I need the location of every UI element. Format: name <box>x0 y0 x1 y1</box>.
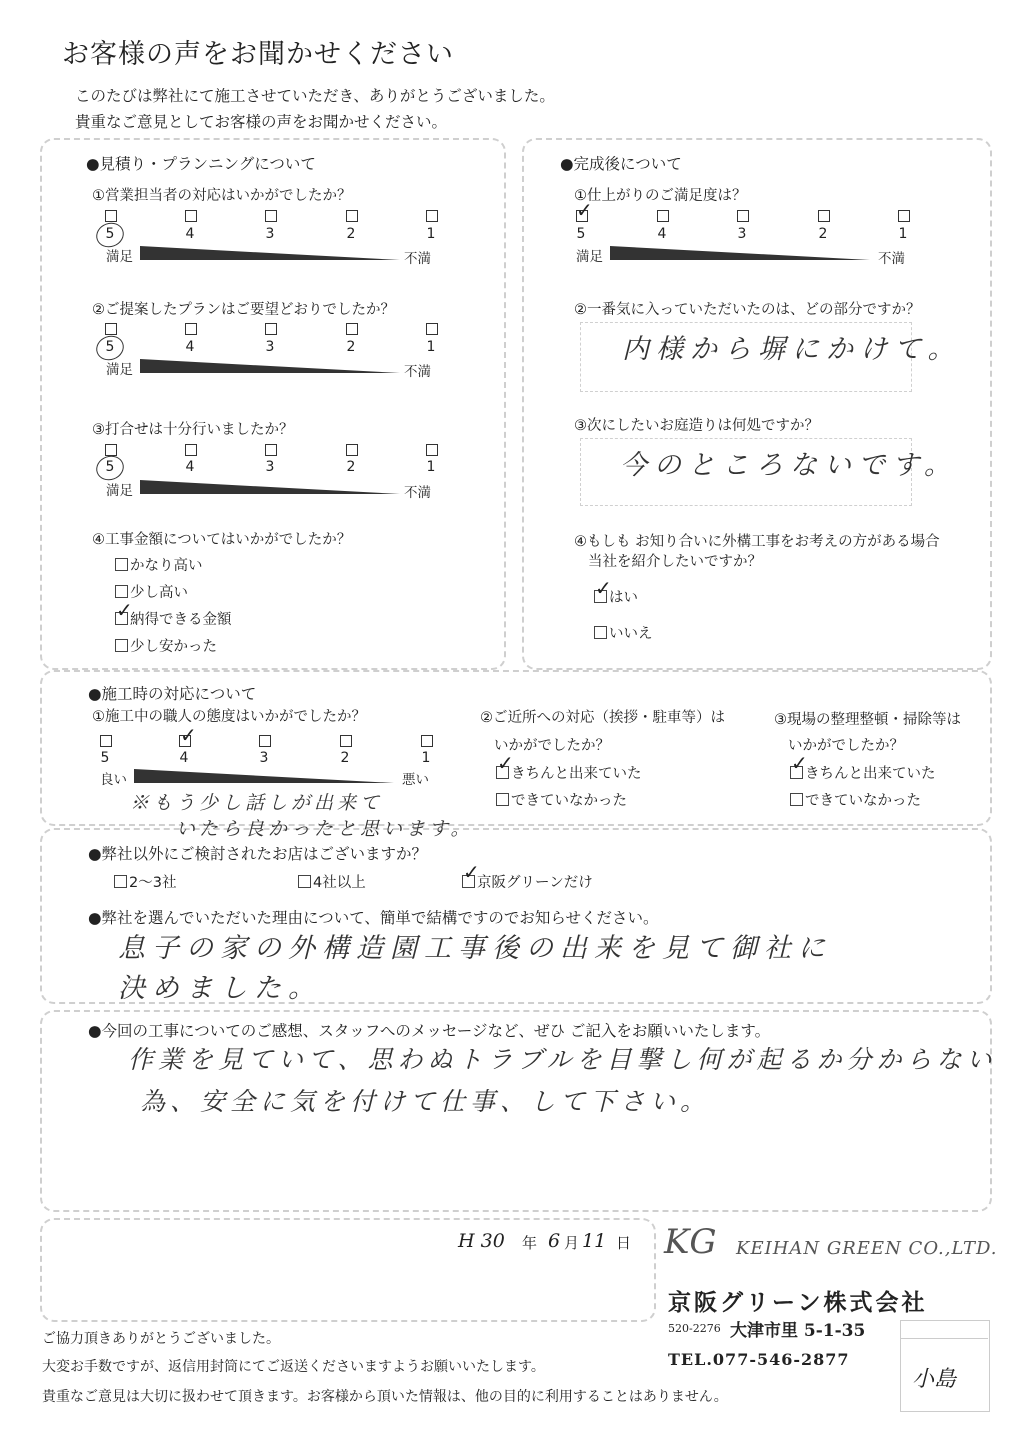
after-q1-checkbox-3[interactable] <box>737 210 749 222</box>
cleanup-option-not-done[interactable]: できていなかった <box>790 789 921 810</box>
scale-number: 1 <box>421 750 431 766</box>
check-mark-icon: ✓ <box>576 198 593 222</box>
page-title: お客様の声をお聞かせください <box>62 39 454 70</box>
estimate-q2-checkbox-4[interactable] <box>185 323 197 335</box>
shops-option-keihan-only[interactable]: 京阪グリーンだけ <box>462 871 593 892</box>
scale-left-label: 満足 <box>106 483 133 499</box>
satisfaction-wedge <box>140 244 400 262</box>
referral-option-yes[interactable]: はい <box>594 586 638 607</box>
estimate-q2: ②ご提案したプランはご要望どおりでしたか？ <box>92 302 395 318</box>
scale-number: 2 <box>346 459 356 475</box>
scale-number: 1 <box>426 226 436 242</box>
construction-q1: ①施工中の職人の態度はいかがでしたか？ <box>92 709 366 725</box>
scale-number: 3 <box>265 339 275 355</box>
reason-answer-line1: 息子の家の外構造園工事後の出来を見て御社に <box>118 933 832 964</box>
satisfaction-wedge <box>140 357 400 375</box>
date-year-label: 年 <box>522 1234 538 1252</box>
company-postal: 520-2276 <box>668 1322 721 1335</box>
price-option-a-bit-cheap[interactable]: 少し安かった <box>115 635 217 656</box>
estimate-q1-checkbox-4[interactable] <box>185 210 197 222</box>
scale-right-label: 悪い <box>402 772 429 788</box>
staff-stamp-name: 小島 <box>912 1367 957 1392</box>
scale-number: 2 <box>346 339 356 355</box>
date-month-label: 月 <box>564 1234 580 1252</box>
satisfaction-wedge <box>134 767 394 785</box>
construction-q2-line1: ②ご近所への対応（挨拶・駐車等）は <box>480 710 725 726</box>
checkbox[interactable] <box>298 875 311 888</box>
checkbox[interactable] <box>115 639 128 652</box>
scale-number: 3 <box>265 459 275 475</box>
scale-right-label: 不満 <box>404 364 431 380</box>
scale-number: 2 <box>346 226 356 242</box>
company-tel: TEL.077-546-2877 <box>668 1350 850 1369</box>
price-option-very-high[interactable]: かなり高い <box>115 554 203 575</box>
after-q3: ③次にしたいお庭造りは何処ですか？ <box>574 418 819 434</box>
message-answer-line1: 作業を見ていて、思わぬトラブルを目撃し何が起るか分からない <box>128 1045 997 1074</box>
scale-number: 4 <box>179 750 189 766</box>
after-q3-answer: 今のところないです。 <box>620 450 958 481</box>
scale-number: 3 <box>265 226 275 242</box>
checkbox[interactable] <box>115 558 128 571</box>
scale-number: 5 <box>576 226 586 242</box>
date-day: 11 <box>582 1230 607 1252</box>
estimate-q1-checkbox-3[interactable] <box>265 210 277 222</box>
estimate-q2-checkbox-5[interactable] <box>105 323 117 335</box>
after-q4-line2: 当社を紹介したいですか？ <box>588 554 762 570</box>
checkbox[interactable] <box>594 626 607 639</box>
scale-number: 2 <box>818 226 828 242</box>
construction-note-line1: ※もう少し話しが出来て <box>130 792 384 814</box>
after-q1: ①仕上がりのご満足度は？ <box>574 188 747 204</box>
scale-left-label: 満足 <box>106 249 133 265</box>
scale-number: 4 <box>185 459 195 475</box>
neighbors-option-not-done[interactable]: できていなかった <box>496 789 627 810</box>
scale-number: 4 <box>657 226 667 242</box>
scale-right-label: 不満 <box>404 251 431 267</box>
scale-number: 5 <box>105 226 115 242</box>
message-answer-line2: 為、安全に気を付けて仕事、して下さい。 <box>140 1087 711 1116</box>
after-q1-checkbox-4[interactable] <box>657 210 669 222</box>
scale-number: 3 <box>737 226 747 242</box>
message-question: ●今回の工事についてのご感想、スタッフへのメッセージなど、ぜひ ご記入をお願いいたします。 <box>88 1022 771 1040</box>
scale-number: 3 <box>259 750 269 766</box>
intro-line-1: このたびは弊社にて施工させていただき、ありがとうございました。 <box>75 87 555 105</box>
neighbors-option-done[interactable]: きちんと出来ていた <box>496 762 642 783</box>
footer-line-3: 貴重なご意見は大切に扱わせて頂きます。お客様から頂いた情報は、他の目的に利用することはありません。 <box>42 1389 728 1405</box>
reason-question: ●弊社を選んでいただいた理由について、簡単で結構ですのでお知らせください。 <box>88 909 659 927</box>
check-mark-icon: ✓ <box>116 598 133 622</box>
satisfaction-wedge <box>610 244 870 262</box>
construction-q1-checkbox-2[interactable] <box>340 735 352 747</box>
satisfaction-wedge <box>140 478 400 496</box>
estimate-q3-checkbox-1[interactable] <box>426 444 438 456</box>
shops-option-4-plus[interactable]: 4社以上 <box>298 871 366 892</box>
estimate-q4: ④工事金額についてはいかがでしたか？ <box>92 532 352 548</box>
estimate-heading: ●見積り・プランニングについて <box>86 155 316 173</box>
company-name: 京阪グリーン株式会社 <box>668 1289 928 1316</box>
scale-number: 5 <box>105 339 115 355</box>
construction-heading: ●施工時の対応について <box>88 685 257 703</box>
scale-number: 1 <box>426 459 436 475</box>
scale-number: 5 <box>105 459 115 475</box>
construction-q3-line1: ③現場の整理整頓・掃除等は <box>774 712 961 728</box>
after-q1-checkbox-1[interactable] <box>898 210 910 222</box>
after-q1-checkbox-2[interactable] <box>818 210 830 222</box>
scale-number: 4 <box>185 339 195 355</box>
scale-left-label: 満足 <box>106 362 133 378</box>
estimate-q3: ③打合せは十分行いましたか？ <box>92 422 294 438</box>
estimate-q3-checkbox-5[interactable] <box>105 444 117 456</box>
construction-q2-line2: いかがでしたか？ <box>494 738 610 754</box>
construction-q1-checkbox-5[interactable] <box>100 735 112 747</box>
construction-q3-line2: いかがでしたか？ <box>788 738 904 754</box>
date-era: H 30 <box>458 1230 505 1252</box>
cleanup-option-done[interactable]: きちんと出来ていた <box>790 762 936 783</box>
construction-q1-checkbox-1[interactable] <box>421 735 433 747</box>
scale-number: 1 <box>426 339 436 355</box>
estimate-q1-checkbox-2[interactable] <box>346 210 358 222</box>
after-heading: ●完成後について <box>560 155 682 173</box>
company-address: 大津市里 5-1-35 <box>730 1321 866 1341</box>
reason-answer-line2: 決めました。 <box>118 973 322 1004</box>
construction-note-line2: いたら良かったと思います。 <box>176 818 474 840</box>
scale-left-label: 良い <box>100 772 127 788</box>
estimate-q3-checkbox-2[interactable] <box>346 444 358 456</box>
estimate-q2-checkbox-3[interactable] <box>265 323 277 335</box>
scale-number: 1 <box>898 226 908 242</box>
after-q2-answer: 内様から塀にかけて。 <box>622 334 962 365</box>
stamp-box-header <box>900 1320 988 1339</box>
referral-option-no[interactable]: いいえ <box>594 622 653 643</box>
scale-number: 5 <box>100 750 110 766</box>
footer-line-2: 大変お手数ですが、返信用封筒にてご返送くださいますようお願いいたします。 <box>42 1359 545 1375</box>
check-mark-icon: ✓ <box>791 751 808 775</box>
construction-q1-checkbox-3[interactable] <box>259 735 271 747</box>
after-q2: ②一番気に入っていただいたのは、どの部分ですか？ <box>574 302 921 318</box>
estimate-q2-checkbox-2[interactable] <box>346 323 358 335</box>
shops-option-2-3[interactable]: 2～3社 <box>114 871 176 892</box>
scale-number: 2 <box>340 750 350 766</box>
scale-right-label: 不満 <box>404 485 431 501</box>
other-shops-question: ●弊社以外にご検討されたお店はございますか？ <box>88 845 428 863</box>
estimate-q3-checkbox-3[interactable] <box>265 444 277 456</box>
date-day-label: 日 <box>616 1234 632 1252</box>
footer-line-1: ご協力頂きありがとうございました。 <box>42 1331 280 1347</box>
checkbox[interactable] <box>115 585 128 598</box>
check-mark-icon: ✓ <box>497 751 514 775</box>
scale-left-label: 満足 <box>576 249 603 265</box>
checkbox[interactable] <box>114 875 127 888</box>
check-mark-icon: ✓ <box>180 723 197 747</box>
after-q4-line1: ④もしも お知り合いに外構工事をお考えの方がある場合 <box>574 534 940 550</box>
intro-line-2: 貴重なご意見としてお客様の声をお聞かせください。 <box>75 113 448 131</box>
company-logo-text: KEIHAN GREEN CO.,LTD. <box>736 1238 998 1259</box>
estimate-q2-checkbox-1[interactable] <box>426 323 438 335</box>
check-mark-icon: ✓ <box>463 860 480 884</box>
scale-number: 4 <box>185 226 195 242</box>
date-month: 6 <box>548 1230 561 1252</box>
checkbox[interactable] <box>790 793 803 806</box>
company-logo-mark: KG <box>664 1222 717 1262</box>
price-option-reasonable[interactable]: 納得できる金額 <box>115 608 232 629</box>
checkbox[interactable] <box>496 793 509 806</box>
estimate-q1-checkbox-1[interactable] <box>426 210 438 222</box>
check-mark-icon: ✓ <box>595 576 612 600</box>
estimate-q3-checkbox-4[interactable] <box>185 444 197 456</box>
scale-right-label: 不満 <box>878 251 905 267</box>
price-option-a-bit-high[interactable]: 少し高い <box>115 581 188 602</box>
estimate-q1-checkbox-5[interactable] <box>105 210 117 222</box>
estimate-q1: ①営業担当者の対応はいかがでしたか？ <box>92 188 352 204</box>
